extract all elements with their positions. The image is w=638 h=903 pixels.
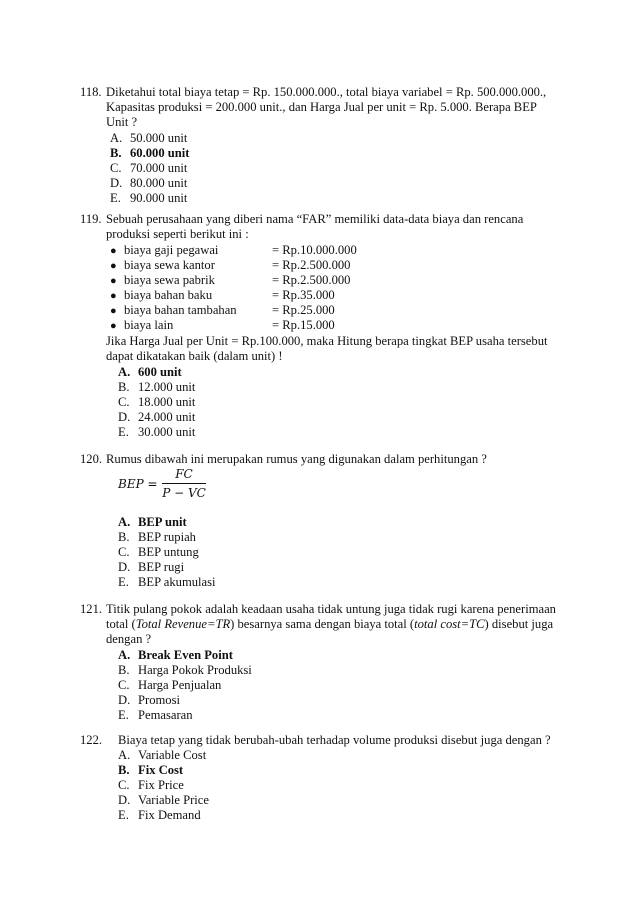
option-c: C. Harga Penjualan — [118, 678, 222, 692]
question-text-line: Rumus dibawah ini merupakan rumus yang digunakan dalam perhitungan ? — [106, 452, 487, 466]
question-number: 121. — [80, 602, 103, 616]
formula-lhs: BEP = — [118, 477, 158, 491]
bullet-icon: ● — [110, 275, 117, 287]
option-d: D. 80.000 unit — [110, 176, 188, 190]
option-b: B. 12.000 unit — [118, 380, 196, 394]
question-text-line: Diketahui total biaya tetap = Rp. 150.000.000., total biaya variabel = Rp. 500.000.000., — [106, 85, 547, 99]
option-a: A. 600 unit — [118, 365, 182, 379]
cost-item: ● biaya gaji pegawai = Rp.10.000.000 — [110, 243, 357, 257]
formula-denominator: P − VC — [162, 486, 206, 500]
question-text-line: Biaya tetap yang tidak berubah-ubah terhadap volume produksi disebut juga dengan ? — [118, 733, 551, 747]
option-e: E. 90.000 unit — [110, 191, 188, 205]
option-a: A. 50.000 unit — [110, 131, 188, 145]
option-b: B. Fix Cost — [118, 763, 184, 777]
cost-item: ● biaya sewa kantor = Rp.2.500.000 — [110, 258, 351, 272]
option-c: C. BEP untung — [118, 545, 199, 559]
formula-fraction — [162, 467, 206, 500]
option-a: A. Variable Cost — [118, 748, 207, 762]
bullet-icon: ● — [110, 320, 117, 332]
question-number: 118. — [80, 85, 102, 99]
option-a: A. BEP unit — [118, 515, 187, 529]
question-text-line: dapat dikatakan baik (dalam unit) ! — [106, 349, 283, 363]
option-d: D. BEP rugi — [118, 560, 185, 574]
question-number: 119. — [80, 212, 102, 226]
option-e: E. BEP akumulasi — [118, 575, 216, 589]
question-number: 120. — [80, 452, 103, 466]
option-c: C. 70.000 unit — [110, 161, 188, 175]
option-b: B. 60.000 unit — [110, 146, 190, 160]
question-text-line: Unit ? — [106, 115, 138, 129]
option-b: B. BEP rupiah — [118, 530, 196, 544]
option-e: E. 30.000 unit — [118, 425, 196, 439]
bullet-icon: ● — [110, 290, 117, 302]
cost-item: ● biaya bahan baku = Rp.35.000 — [110, 288, 335, 302]
fraction-bar — [162, 483, 206, 484]
formula-numerator: FC — [175, 467, 193, 481]
cost-item: ● biaya sewa pabrik = Rp.2.500.000 — [110, 273, 351, 287]
question-text-line: dengan ? — [106, 632, 152, 646]
option-b: B. Harga Pokok Produksi — [118, 663, 252, 677]
question-text-line: produksi seperti berikut ini : — [106, 227, 249, 241]
option-a: A. Break Even Point — [118, 648, 233, 662]
option-c: C. 18.000 unit — [118, 395, 196, 409]
question-text-line: Sebuah perusahaan yang diberi nama “FAR” memiliki data-data biaya dan rencana — [106, 212, 524, 226]
bullet-icon: ● — [110, 245, 117, 257]
option-d: D. Variable Price — [118, 793, 209, 807]
question-text-line: total (Total Revenue=TR) besarnya sama dengan biaya total (total cost=TC) disebut juga — [106, 617, 554, 631]
question-text-line: Titik pulang pokok adalah keadaan usaha tidak untung juga tidak rugi karena penerimaan — [106, 602, 556, 616]
question-text-line: Kapasitas produksi = 200.000 unit., dan Harga Jual per unit = Rp. 5.000. Berapa BEP — [106, 100, 537, 114]
question-number: 122. — [80, 733, 103, 747]
option-c: C. Fix Price — [118, 778, 184, 792]
option-e: E. Fix Demand — [118, 808, 201, 822]
bullet-icon: ● — [110, 305, 117, 317]
cost-item: ● biaya lain = Rp.15.000 — [110, 318, 335, 332]
option-d: D. 24.000 unit — [118, 410, 196, 424]
bullet-icon: ● — [110, 260, 117, 272]
question-text-line: Jika Harga Jual per Unit = Rp.100.000, maka Hitung berapa tingkat BEP usaha tersebut — [106, 334, 548, 348]
option-e: E. Pemasaran — [118, 708, 193, 722]
option-d: D. Promosi — [118, 693, 180, 707]
cost-item: ● biaya bahan tambahan = Rp.25.000 — [110, 303, 335, 317]
